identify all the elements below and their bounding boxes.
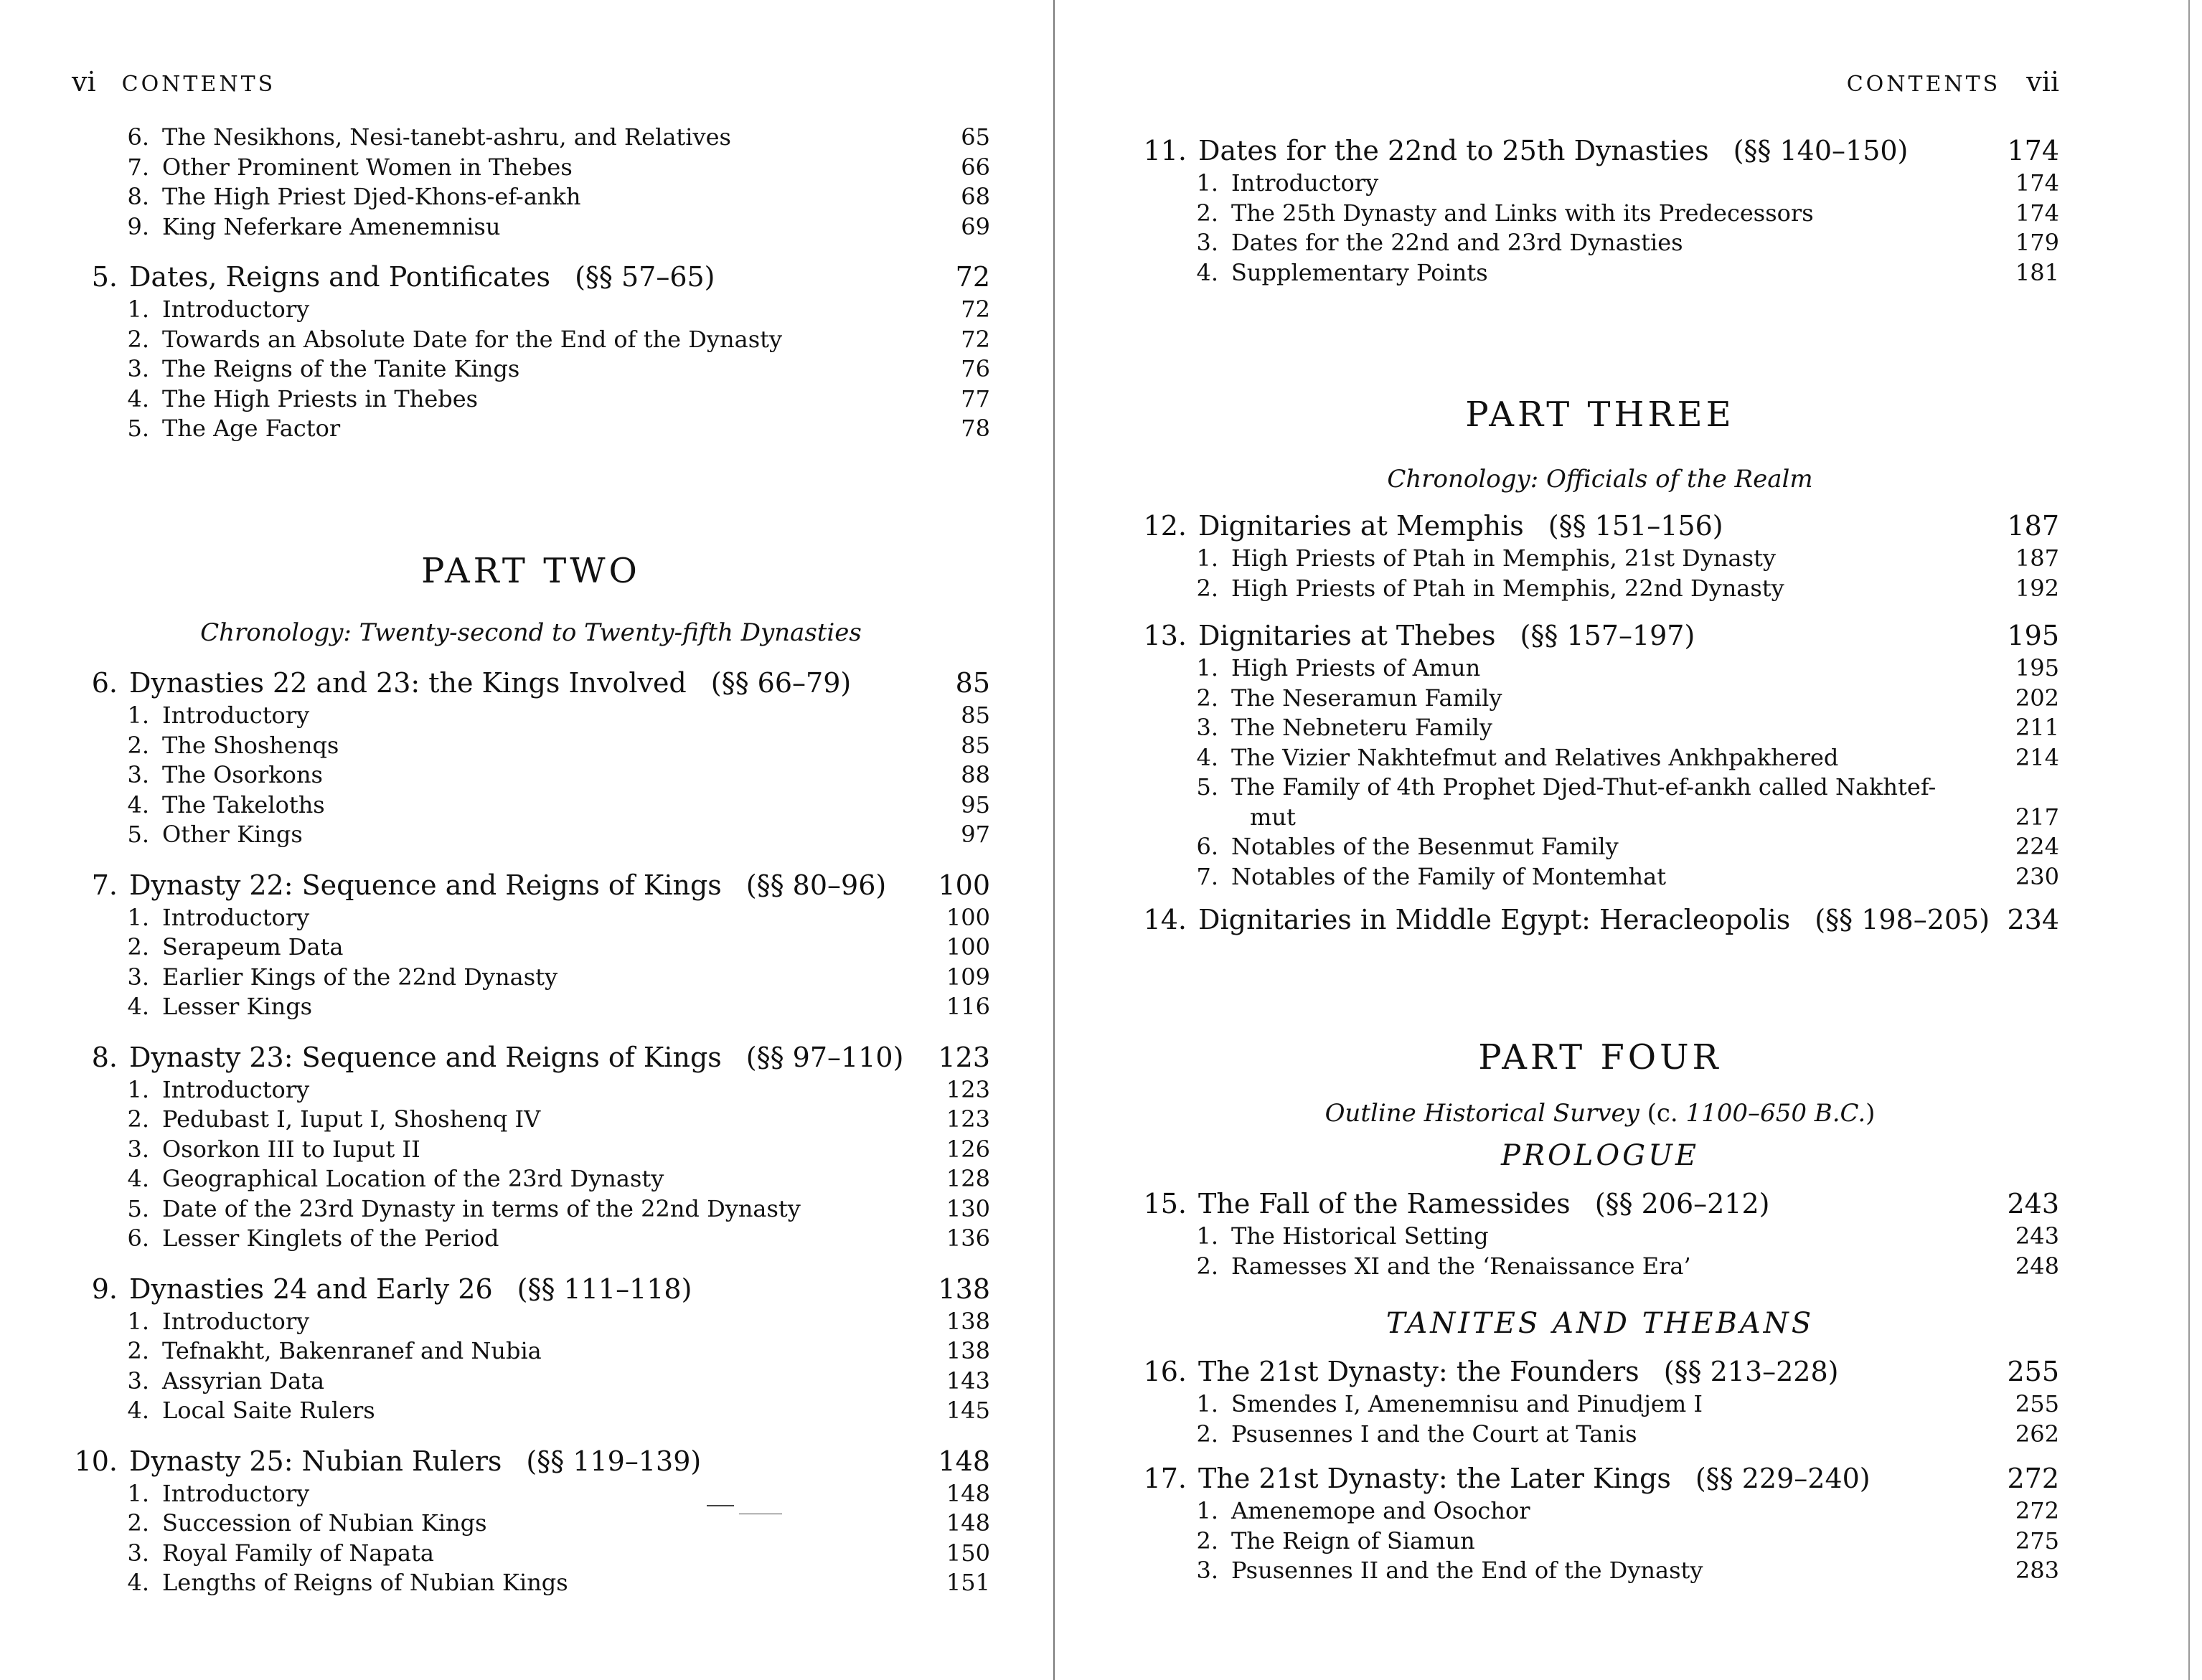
- part-three-chapters: [1141, 508, 2059, 938]
- toc-item[interactable]: 3. Earlier Kings of the 22nd Dynasty 109: [127, 963, 990, 991]
- toc-item[interactable]: 3. The Osorkons 88: [127, 761, 990, 788]
- toc-item[interactable]: 1. Smendes I, Amenemnisu and Pinudjem I 255: [1196, 1390, 2059, 1417]
- right-page: [1141, 0, 2059, 1680]
- toc-item[interactable]: 8. The High Priest Djed-Khons-ef-ankh 68: [127, 183, 990, 210]
- toc-item[interactable]: 5. Other Kings 97: [127, 821, 990, 848]
- gutter-line: [1053, 0, 1055, 1680]
- toc-item[interactable]: 1. Introductory 148: [127, 1479, 990, 1507]
- toc-item[interactable]: 2. Pedubast I, Iuput I, Shoshenq IV 123: [127, 1105, 990, 1133]
- toc-item[interactable]: 7. Other Prominent Women in Thebes 66: [127, 153, 990, 181]
- toc-item[interactable]: 2. Tefnakht, Bakenranef and Nubia 138: [127, 1337, 990, 1364]
- part-two-heading: PART TWO: [421, 551, 641, 591]
- toc-item[interactable]: 2. The Shoshenqs 85: [127, 731, 990, 759]
- toc-chapter-16[interactable]: 16. The 21st Dynasty: the Founders (§§ 213–228) 255: [1143, 1356, 2059, 1387]
- toc-item[interactable]: 1. Amenemope and Osochor 272: [1196, 1497, 2059, 1524]
- toc-chapter-13[interactable]: 13. Dignitaries at Thebes (§§ 157–197) 195: [1143, 620, 2059, 651]
- toc-item[interactable]: 5. The Age Factor 78: [127, 415, 990, 442]
- toc-item[interactable]: 1. Introductory 174: [1196, 169, 2059, 197]
- toc-chapter-7[interactable]: 7. Dynasty 22: Sequence and Reigns of Kings (§§ 80–96) 100: [91, 869, 990, 901]
- toc-item[interactable]: 4. The Vizier Nakhtefmut and Relatives Ankhpakhered 214: [1196, 743, 2059, 771]
- toc-item[interactable]: 6. The Nesikhons, Nesi-tanebt-ashru, and Relatives 65: [127, 123, 990, 151]
- running-head-label: CONTENTS: [121, 72, 276, 97]
- toc-item[interactable]: 2. The Neseramun Family 202: [1196, 684, 2059, 712]
- chapters-16-17: [1141, 1354, 2059, 1586]
- part-three-heading: PART THREE: [1465, 395, 1735, 435]
- toc-chapter-14[interactable]: 14. Dignitaries in Middle Egypt: Heracleopolis (§§ 198–205) 234: [1143, 904, 2059, 935]
- toc-item[interactable]: 3. The Reigns of the Tanite Kings 76: [127, 355, 990, 382]
- toc-item[interactable]: 2. Succession of Nubian Kings 148: [127, 1509, 990, 1537]
- toc-item[interactable]: 1. Introductory 72: [127, 296, 990, 323]
- toc-item[interactable]: 5. The Family of 4th Prophet Djed-Thut-ef-ankh called Nakhtef-: [1196, 773, 1937, 801]
- toc-item[interactable]: 3. Assyrian Data 143: [127, 1367, 990, 1395]
- running-head-label: CONTENTS: [1846, 72, 2001, 97]
- tanites-heading: TANITES AND THEBANS: [1385, 1307, 1815, 1340]
- chapter-15-block: [1141, 1186, 2059, 1281]
- toc-chapter-15[interactable]: 15. The Fall of the Ramessides (§§ 206–212) 243: [1143, 1188, 2059, 1219]
- left-page: [72, 0, 990, 1680]
- toc-item[interactable]: 1. High Priests of Amun 195: [1196, 654, 2059, 681]
- toc-item[interactable]: 4. Geographical Location of the 23rd Dynasty 128: [127, 1165, 990, 1192]
- running-head-left: [72, 66, 276, 98]
- toc-chapter-5[interactable]: 5. Dates, Reigns and Pontificates (§§ 57–65) 72: [91, 261, 990, 293]
- toc-item[interactable]: 1. Introductory 123: [127, 1075, 990, 1103]
- toc-item-continuation[interactable]: mut 217: [1250, 803, 2059, 831]
- toc-item[interactable]: 4. Supplementary Points 181: [1196, 258, 2059, 286]
- toc-item[interactable]: 4. Lesser Kings 116: [127, 993, 990, 1020]
- toc-chapter-9[interactable]: 9. Dynasties 24 and Early 26 (§§ 111–118) 138: [91, 1273, 990, 1305]
- toc-item[interactable]: 4. The Takeloths 95: [127, 791, 990, 818]
- toc-item[interactable]: 1. The Historical Setting 243: [1196, 1222, 2059, 1250]
- chapter-11-block: [1141, 133, 2059, 288]
- toc-item[interactable]: 4. Lengths of Reigns of Nubian Kings 151: [127, 1569, 990, 1596]
- part-four-heading: PART FOUR: [1478, 1037, 1722, 1077]
- toc-chapter-11[interactable]: 11. Dates for the 22nd to 25th Dynasties (§§ 140–150) 174: [1143, 135, 2059, 166]
- part-two-subtitle: Chronology: Twenty-second to Twenty-fifth Dynasties: [200, 618, 862, 647]
- toc-item[interactable]: 2. Ramesses XI and the ‘Renaissance Era’ 248: [1196, 1252, 2059, 1280]
- toc-item[interactable]: 2. High Priests of Ptah in Memphis, 22nd Dynasty 192: [1196, 574, 2059, 602]
- toc-item[interactable]: 1. Introductory 138: [127, 1307, 990, 1335]
- toc-item[interactable]: 7. Notables of the Family of Montemhat 230: [1196, 862, 2059, 890]
- toc-chapter-10[interactable]: 10. Dynasty 25: Nubian Rulers (§§ 119–139) 148: [74, 1445, 990, 1477]
- toc-item[interactable]: 2. Towards an Absolute Date for the End of the Dynasty 72: [127, 325, 990, 353]
- toc-chapter-8[interactable]: 8. Dynasty 23: Sequence and Reigns of Kings (§§ 97–110) 123: [91, 1041, 990, 1073]
- toc-item[interactable]: 5. Date of the 23rd Dynasty in terms of the 22nd Dynasty 130: [127, 1194, 990, 1222]
- toc-item[interactable]: 6. Lesser Kinglets of the Period 136: [127, 1224, 990, 1252]
- toc-item[interactable]: 9. King Neferkare Amenemnisu 69: [127, 212, 990, 240]
- toc-item[interactable]: 2. The Reign of Siamun 275: [1196, 1526, 2059, 1554]
- toc-item[interactable]: 3. Royal Family of Napata 150: [127, 1539, 990, 1567]
- toc-item[interactable]: 4. Local Saite Rulers 145: [127, 1397, 990, 1424]
- toc-item[interactable]: 1. Introductory 100: [127, 903, 990, 931]
- part-three-subtitle: Chronology: Officials of the Realm: [1387, 465, 1813, 494]
- toc-item[interactable]: 3. Dates for the 22nd and 23rd Dynasties 179: [1196, 229, 2059, 256]
- toc-item[interactable]: 3. Osorkon III to Iuput II 126: [127, 1135, 990, 1163]
- toc-item[interactable]: 6. Notables of the Besenmut Family 224: [1196, 833, 2059, 860]
- toc-item[interactable]: 2. Serapeum Data 100: [127, 933, 990, 961]
- continued-items: [72, 123, 990, 444]
- part-four-subtitle: Outline Historical Survey (c. 1100–650 B.C.): [1325, 1099, 1876, 1128]
- toc-item[interactable]: 3. The Nebneteru Family 211: [1196, 714, 2059, 741]
- toc-chapter-6[interactable]: 6. Dynasties 22 and 23: the Kings Involved (§§ 66–79) 85: [91, 667, 990, 699]
- toc-item[interactable]: 3. Psusennes II and the End of the Dynasty 283: [1196, 1557, 2059, 1584]
- page-folio: vi: [72, 66, 96, 98]
- toc-item[interactable]: 2. The 25th Dynasty and Links with its Predecessors 174: [1196, 199, 2059, 227]
- toc-item[interactable]: 1. High Priests of Ptah in Memphis, 21st Dynasty 187: [1196, 544, 2059, 572]
- toc-item[interactable]: 2. Psusennes I and the Court at Tanis 262: [1196, 1420, 2059, 1448]
- page-folio: vii: [2026, 66, 2059, 98]
- toc-chapter-17[interactable]: 17. The 21st Dynasty: the Later Kings (§§ 229–240) 272: [1143, 1463, 2059, 1494]
- prologue-heading: PROLOGUE: [1500, 1139, 1700, 1172]
- page-edge-line: [2188, 0, 2190, 1680]
- part-two-chapters: [72, 665, 990, 1598]
- toc-item[interactable]: 4. The High Priests in Thebes 77: [127, 384, 990, 412]
- toc-chapter-12[interactable]: 12. Dignitaries at Memphis (§§ 151–156) 187: [1143, 510, 2059, 542]
- running-head-right: [1847, 66, 2059, 98]
- toc-item[interactable]: 1. Introductory 85: [127, 702, 990, 729]
